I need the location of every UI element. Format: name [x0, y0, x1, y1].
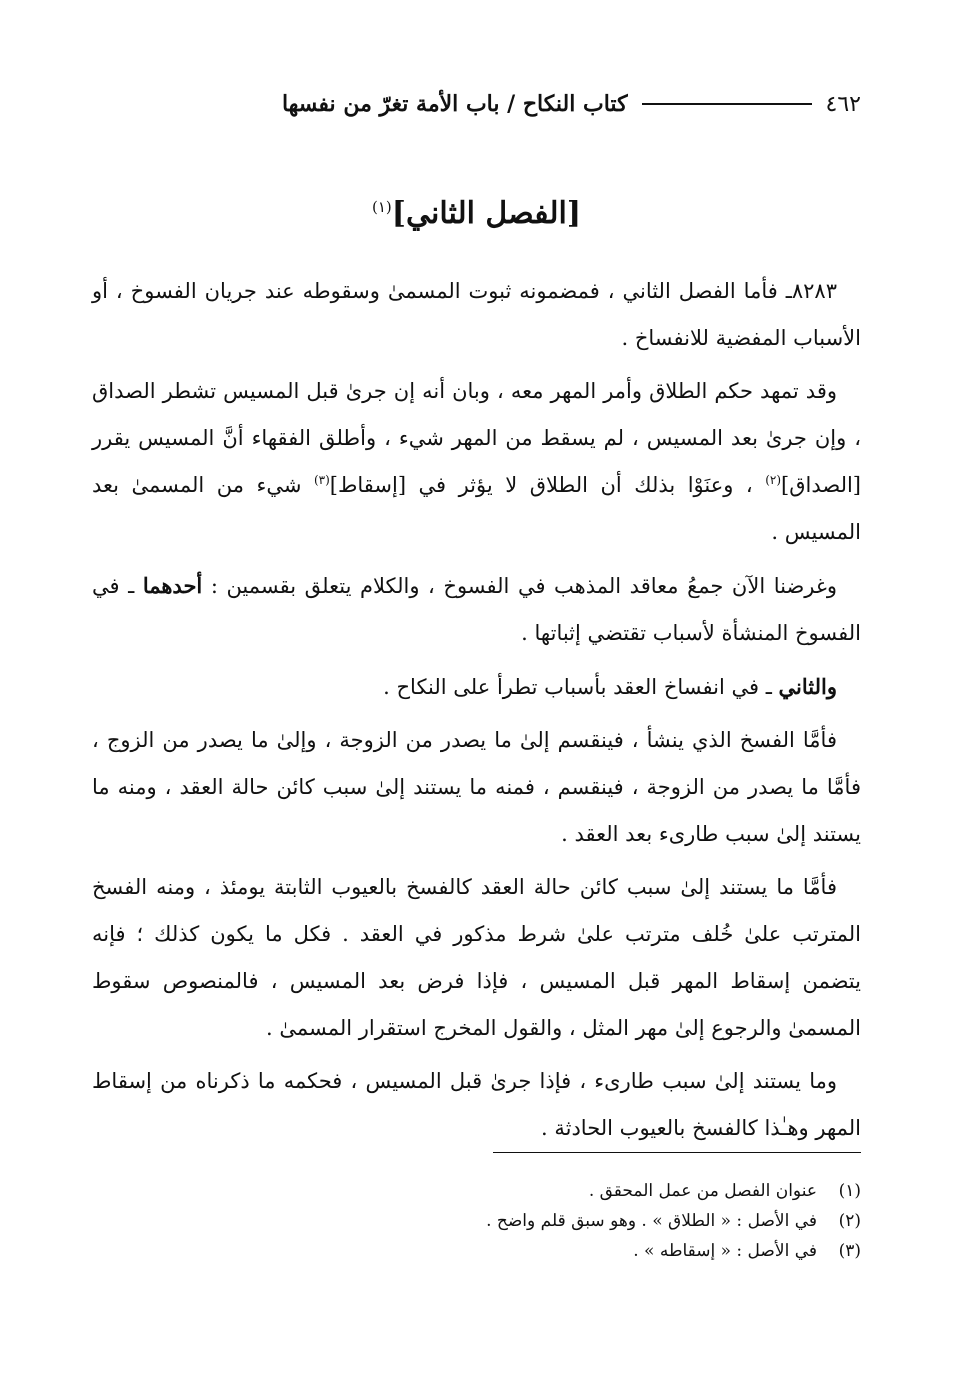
paragraph-existing-cause: [92, 864, 861, 1052]
footnote-text: في الأصل : « إسقاطه » .: [633, 1241, 817, 1261]
footnote-item: [92, 1206, 861, 1236]
footnote-number: (١): [838, 1181, 861, 1201]
header-rule: [642, 103, 812, 105]
paragraph-text: شيء من المسمىٰ بعد المسيس .: [92, 473, 861, 544]
paragraph-text: وما يستند إلىٰ سبب طارىء ، فإذا جرىٰ قبل المسيس ، فحكمه ما ذكرناه من إسقاط المهر وهـٰذا كالفسخ بالعيوب الحادثة .: [92, 1069, 861, 1140]
paragraph-divorce-ruling: [92, 368, 861, 556]
running-header: [92, 84, 861, 124]
paragraph-annulment-types: [92, 717, 861, 858]
bold-term-first: أحدهما: [142, 573, 203, 598]
running-title: كتاب النكاح / باب الأمة تغرّ من نفسها: [281, 91, 628, 117]
bold-term-second: والثاني: [778, 674, 837, 699]
section-title: [0, 196, 953, 231]
paragraph-text: فأمَّا ما يستند إلىٰ سبب كائن حالة العقد كالفسخ بالعيوب الثابتة يومئذ ، ومنه الفسخ المترتب علىٰ خُلف مترتب علىٰ شرط مذكور في العقد . فكل ما يكون كذلك ؛ فإنه يتضمن إسقاط المهر قبل المسيس ، فإذا فرض بعد المسيس ، فالمنصوص سقوط المسمىٰ والرجوع إلىٰ مهر المثل ، والقول المخرج استقرار المسمىٰ .: [92, 875, 861, 1040]
footnote-item: [92, 1176, 861, 1206]
paragraph-text: ـ في الفسوخ المنشأة لأسباب تقتضي إثباتها .: [92, 574, 861, 645]
paragraph-text: ٨٢٨٣ـ فأما الفصل الثاني ، فمضمونه ثبوت المسمىٰ وسقوطه عند جريان الفسوخ ، أو الأسباب المفضية للانفساخ .: [92, 279, 861, 350]
footnote-ref-3: (٣): [313, 473, 330, 487]
footnote-number: (٣): [838, 1241, 861, 1261]
paragraph-8283: [92, 268, 861, 362]
footnote-separator: [493, 1152, 861, 1153]
paragraph-second-part: [92, 663, 861, 711]
paragraph-arising-cause: [92, 1058, 861, 1152]
footnotes: [92, 1176, 861, 1266]
footnote-text: عنوان الفصل من عمل المحقق .: [588, 1181, 817, 1201]
footnote-number: (٢): [838, 1211, 861, 1231]
paragraph-text: ، وعنَوْا بذلك أن الطلاق لا يؤثر في [إسقاط]: [329, 473, 766, 497]
paragraph-aim: [92, 562, 861, 657]
section-title-text: [الفصل الثاني]: [391, 196, 582, 231]
footnote-ref-2: (٢): [765, 473, 782, 487]
paragraph-text: وقد تمهد حكم الطلاق وأمر المهر معه ، وبان أنه إن جرىٰ قبل المسيس تشطر الصداق ، وإن جرىٰ بعد المسيس ، لم يسقط من المهر شيء ، وأطلق الفقهاء أنَّ المسيس يقرر [الصداق]: [92, 379, 861, 497]
paragraph-text: ـ في انفساخ العقد بأسباب تطرأ على النكاح .: [383, 675, 779, 699]
paragraph-text: فأمَّا الفسخ الذي ينشأ ، فينقسم إلىٰ ما يصدر من الزوجة ، وإلىٰ ما يصدر من الزوج ، فأمَّا ما يصدر من الزوجة ، فينقسم ، فمنه ما يستند إلىٰ سبب كائن حالة العقد ، ومنه ما يستند إلىٰ سبب طارىء بعد العقد .: [92, 728, 861, 846]
footnote-item: [92, 1236, 861, 1266]
body-text: [92, 268, 861, 1158]
paragraph-text: وغرضنا الآن جمعُ معاقد المذهب في الفسوخ ، والكلام يتعلق بقسمين :: [202, 574, 837, 598]
page-number: ٤٦٢: [825, 91, 861, 117]
section-title-footnote-ref: (١): [371, 198, 392, 216]
footnote-text: في الأصل : « الطلاق » . وهو سبق قلم واضح .: [486, 1211, 817, 1231]
